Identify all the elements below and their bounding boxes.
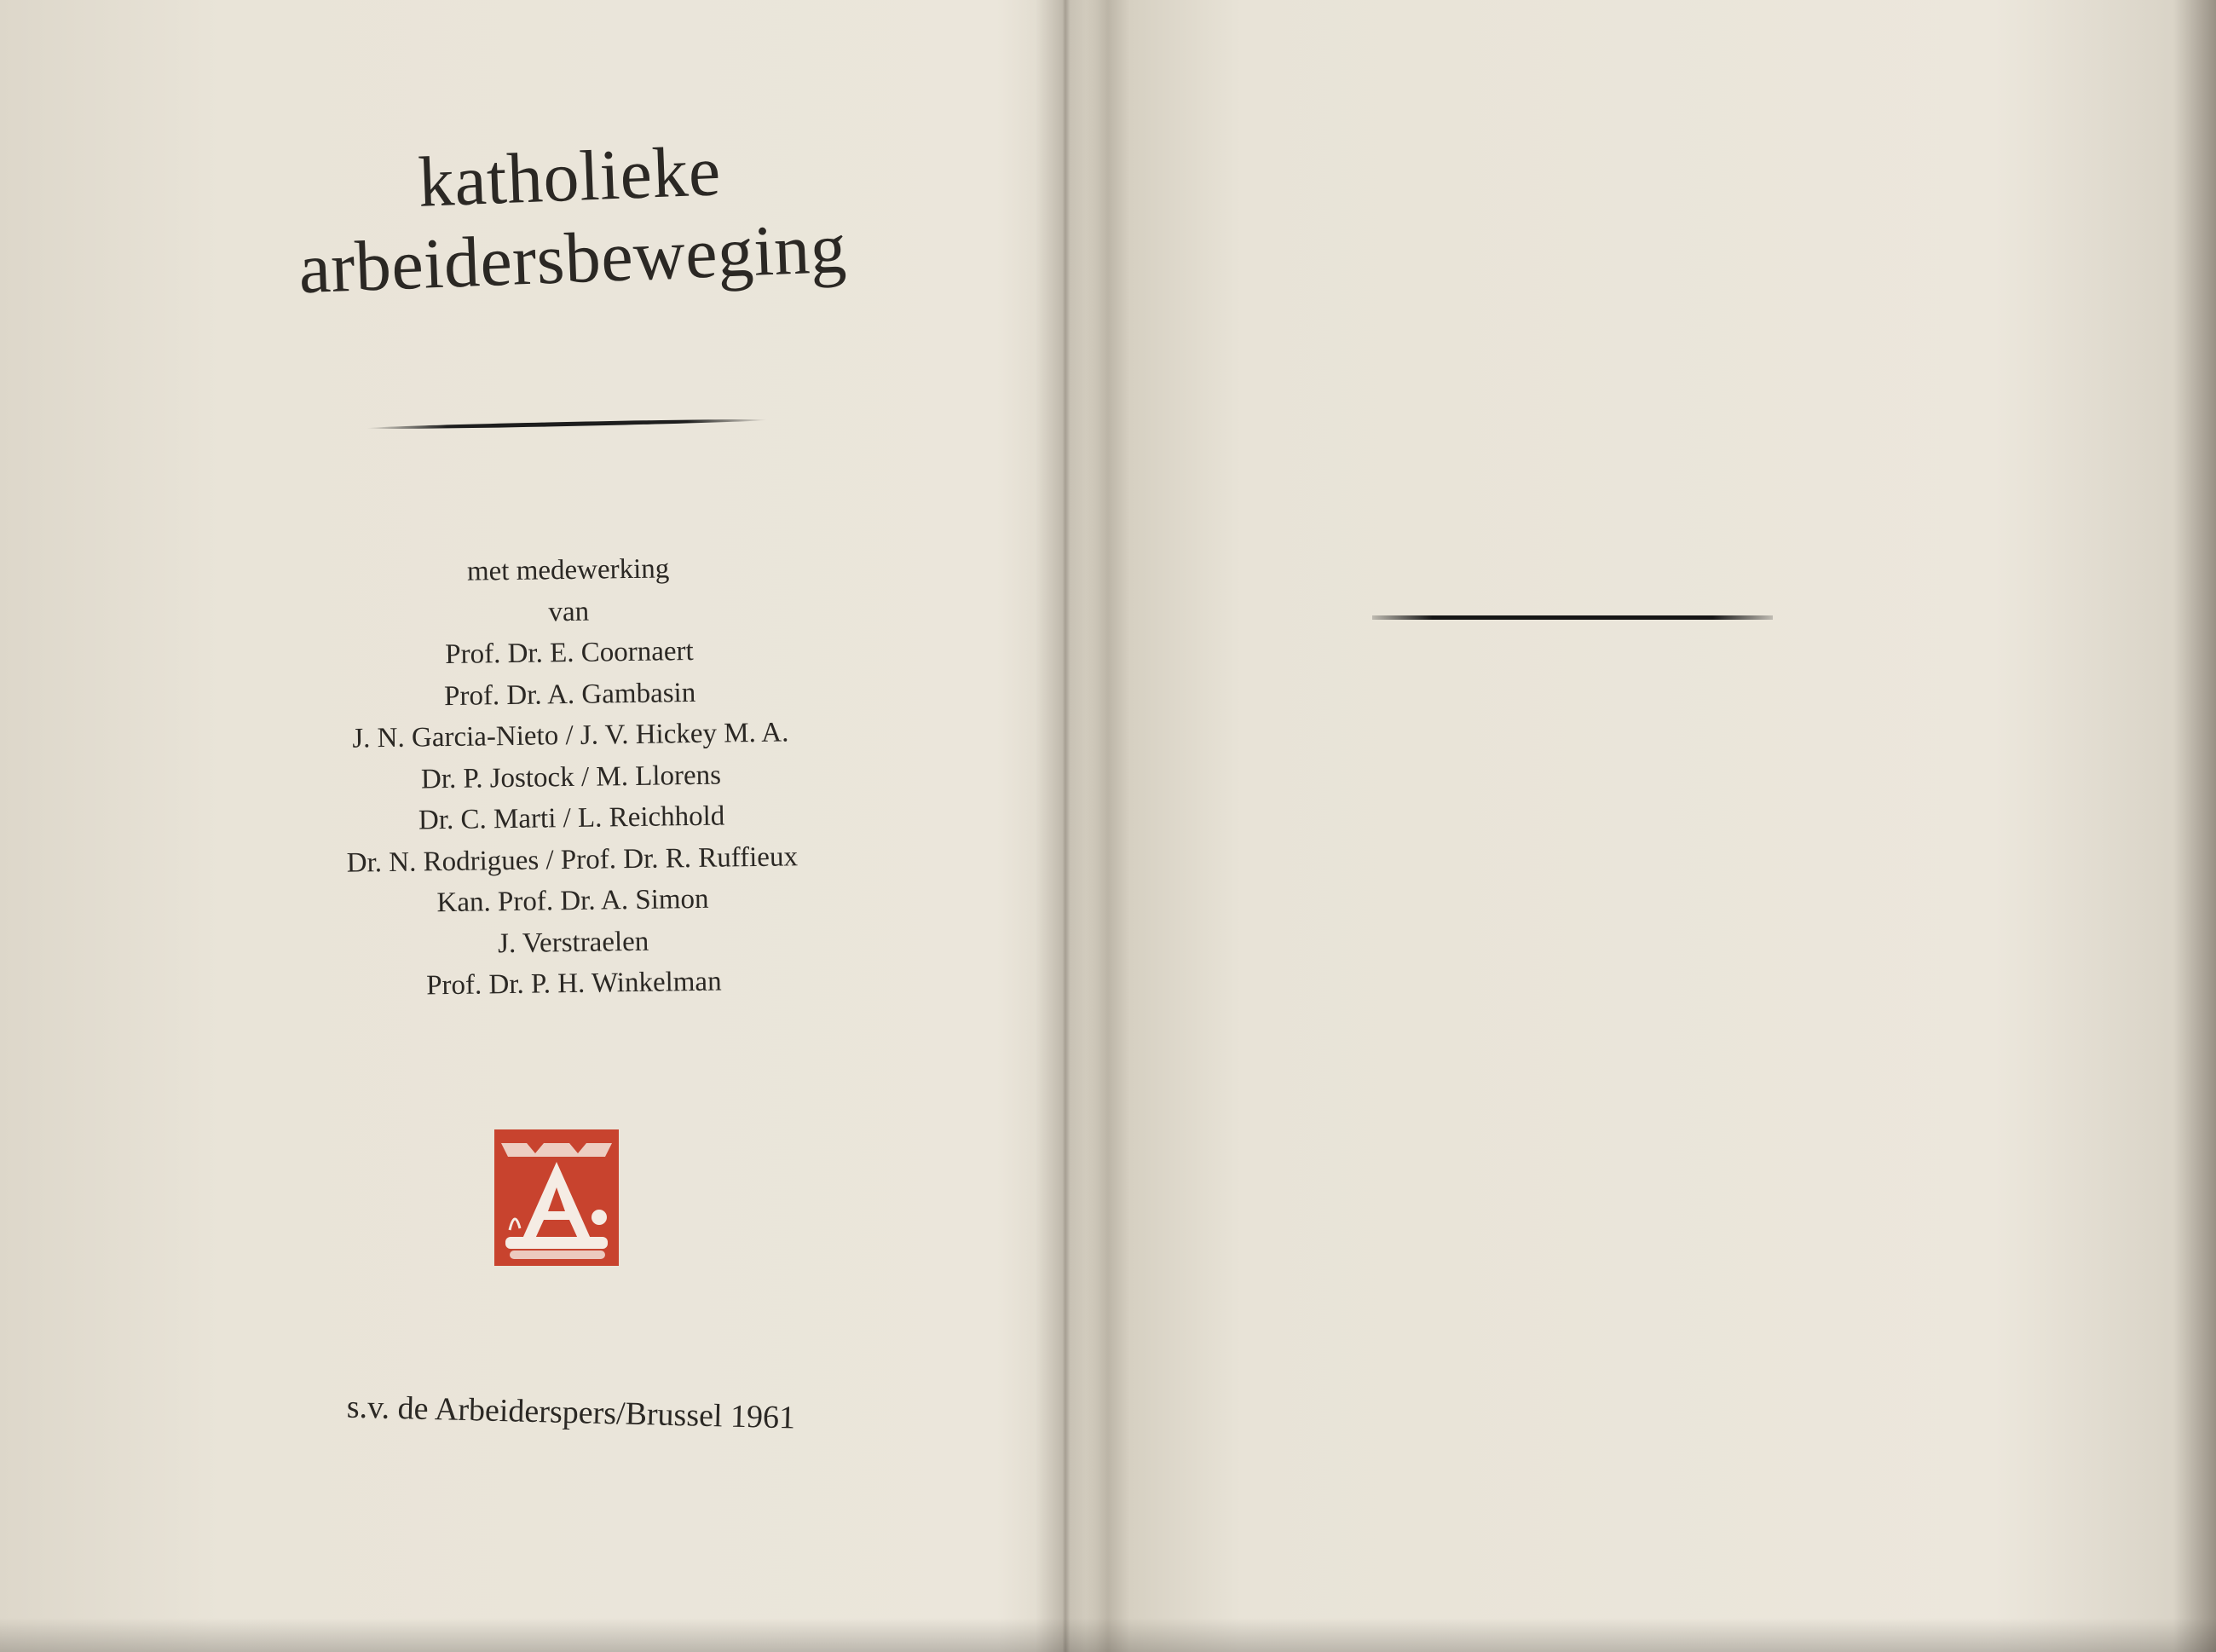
contributor-line: J. Verstraelen xyxy=(497,926,649,959)
left-page xyxy=(0,0,1057,1652)
contributor-line: Prof. Dr. P. H. Winkelman xyxy=(425,966,722,1002)
contributor-line: Prof. Dr. A. Gambasin xyxy=(443,677,696,712)
page-edge-shadow xyxy=(2173,0,2216,1652)
half-title-line-1: katholieke xyxy=(417,131,723,222)
book-gutter xyxy=(1036,0,1095,1652)
contributor-line: Kan. Prof. Dr. A. Simon xyxy=(436,883,709,919)
contributor-line: Prof. Dr. E. Coornaert xyxy=(444,635,694,671)
right-page xyxy=(1061,0,2195,1652)
contributor-line: Dr. N. Rodrigues / Prof. Dr. R. Ruffieux xyxy=(346,840,799,879)
contributor-line: Dr. P. Jostock / M. Llorens xyxy=(420,760,722,794)
page-edge-shadow xyxy=(0,1618,2216,1652)
publisher-imprint: s.v. de Arbeiderspers/Brussel 1961 xyxy=(346,1389,796,1436)
half-title-line-2: arbeidersbeweging xyxy=(297,208,848,309)
contributor-line: J. N. Garcia-Nieto / J. V. Hickey M. A. xyxy=(352,717,789,754)
contributors-intro: met medewerking xyxy=(466,553,670,587)
contributors-van: van xyxy=(548,596,590,627)
contributors-block xyxy=(286,546,855,1008)
publisher-logo-red xyxy=(493,1128,620,1268)
decorative-rule xyxy=(1372,615,1773,620)
half-title xyxy=(279,125,864,311)
contributor-line: Dr. C. Marti / L. Reichhold xyxy=(418,800,725,836)
